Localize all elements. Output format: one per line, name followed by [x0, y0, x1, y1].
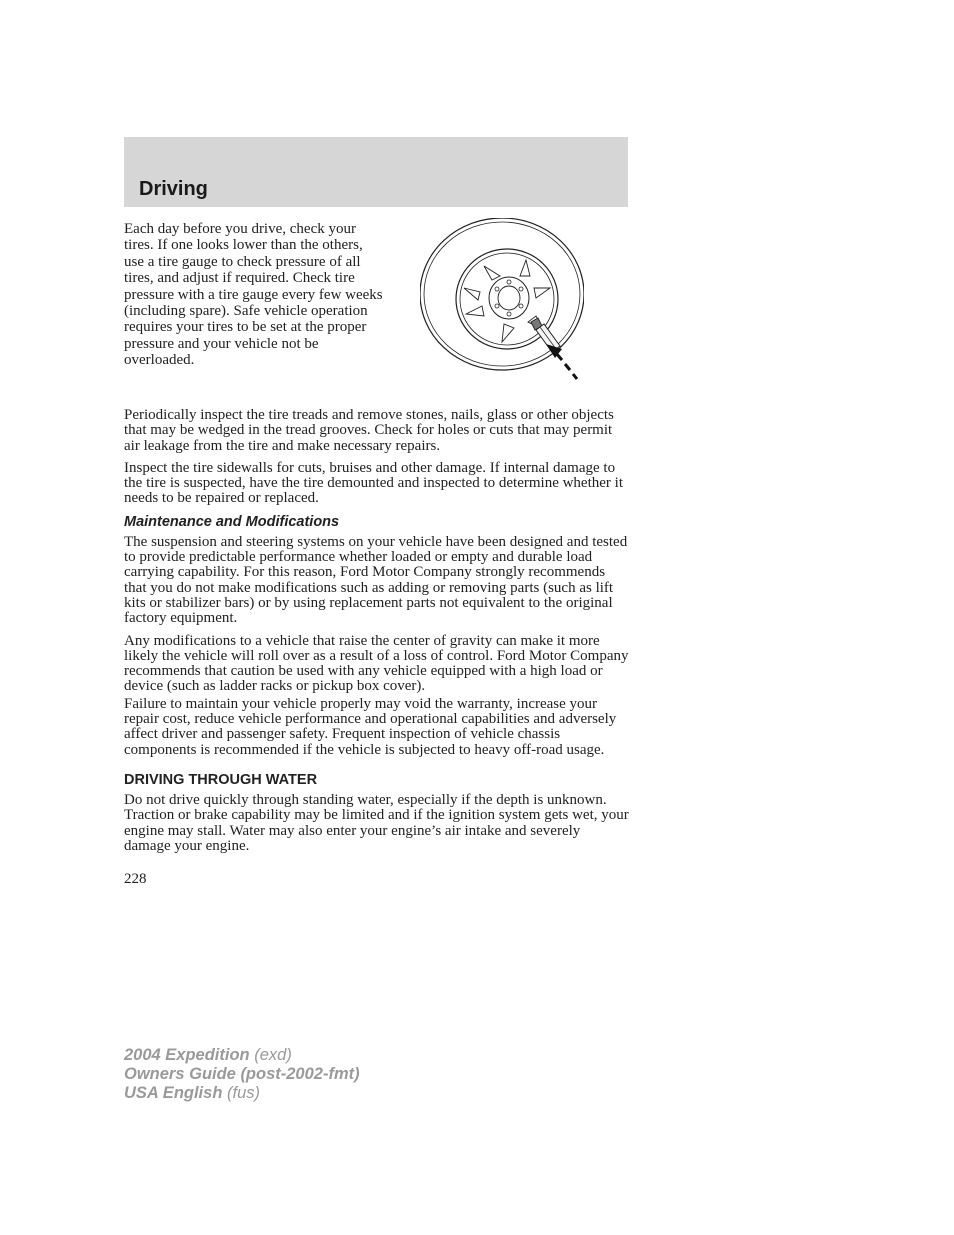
driving-through-water-heading: DRIVING THROUGH WATER: [124, 771, 318, 788]
intro-block: [124, 221, 630, 391]
tread-inspection-paragraph: Periodically inspect the tire treads and remove stones, nails, glass or other objects that may be wedged in the tread grooves. Check for holes or cuts that may permit air leakage from the tire and make necessary repairs.: [124, 407, 614, 454]
maintenance-paragraph-1: The suspension and steering systems on your vehicle have been designed and tested to provide predictable performance whether loaded or empty and durable load carrying capability. For this reason, Ford Motor Company strongly recommends that you do not make modifications such as adding or removing parts (such as lift kits or stabilizer bars) or by using replacement parts not equivalent to the original factory equipment.: [124, 533, 628, 627]
document-footer: [124, 1046, 360, 1103]
page-number: 228: [124, 871, 147, 888]
footer-model: 2004 Expedition: [124, 1046, 250, 1064]
sidewall-inspection-paragraph: Inspect the tire sidewalls for cuts, bruises and other damage. If internal damage to the tire is suspected, have the tire demounted and inspected to determine whether it needs to be repaired or replaced.: [124, 459, 623, 507]
footer-language: USA English: [124, 1084, 223, 1102]
section-header-band: [124, 137, 628, 207]
maintenance-paragraph-3: Failure to maintain your vehicle properly may void the warranty, increase your repair cost, reduce vehicle performance and operational capabilities and adversely affect driver and passenger safety. Frequent inspection of vehicle chassis components is recommended if the vehicle is subjected to heavy off-road usage.: [124, 695, 617, 758]
maintenance-paragraph-2: Any modifications to a vehicle that raise the center of gravity can make it more likely the vehicle will roll over as a result of a loss of control. Ford Motor Company recommends that caution be used with any vehicle equipped with a high load or device (such as ladder racks or pickup box cover).: [124, 632, 629, 695]
footer-line-2: [124, 1065, 360, 1084]
footer-language-code: (fus): [222, 1084, 260, 1102]
page-content: [124, 221, 630, 888]
maintenance-heading: Maintenance and Modifications: [124, 513, 340, 530]
footer-guide: Owners Guide (post-2002-fmt): [124, 1065, 360, 1083]
section-title: Driving: [139, 178, 208, 200]
footer-model-code: (exd): [249, 1046, 292, 1064]
tire-pressure-gauge-illustration: [420, 218, 584, 384]
intro-paragraph: Each day before you drive, check your tires. If one looks lower than the others, use a tire gauge to check pressure of all tires, and adjust if required. Check tire pressure with a tire gauge every few weeks (including spare). Safe vehicle operation requires your tires to be set at the proper pressure and your vehicle not be overloaded.: [124, 221, 383, 369]
footer-line-1: [124, 1046, 360, 1065]
footer-line-3: [124, 1084, 360, 1103]
driving-through-water-paragraph: Do not drive quickly through standing water, especially if the depth is unknown. Traction or brake capability may be limited and if the ignition system gets wet, your engine may stall. Water may also enter your engine’s air intake and severely damage your engine.: [124, 791, 629, 854]
